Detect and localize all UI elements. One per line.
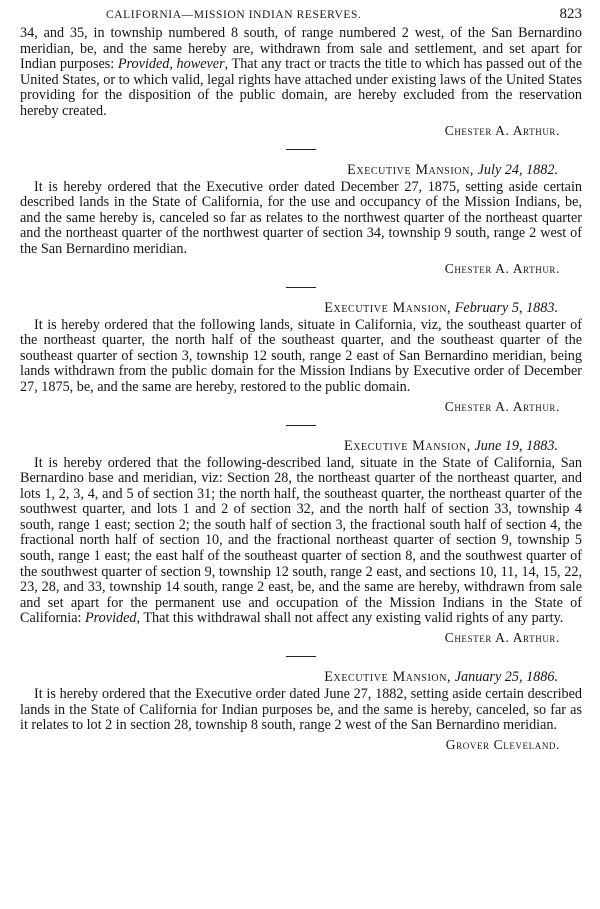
signature: Chester A. Arthur. <box>444 630 560 646</box>
order-body: It is hereby ordered that the following lands, situate in California, viz, the southeast quarter of the northeast quarter, the north half of the southeast quarter, and the southeast quarter of the southeast quarter of section 3, township 12 south, range 2 east of San Bernardino meridian, being lands withdrawn from the public domain for the Mission Indians by Executive order of December 27, 1875, be, and the same are hereby, restored to the public domain. <box>20 316 582 395</box>
continued-order-body <box>20 26 582 120</box>
dateline <box>20 669 582 685</box>
section-divider <box>286 287 316 288</box>
page-header <box>20 6 582 26</box>
dateline-date: January 25, 1886. <box>454 669 558 686</box>
dateline-date: February 5, 1883. <box>454 299 558 316</box>
dateline-mansion: Executive Mansion, <box>324 299 452 316</box>
dateline-date: July 24, 1882. <box>477 161 558 178</box>
running-head: CALIFORNIA—MISSION INDIAN RESERVES. <box>106 9 362 21</box>
continued-order-text: 34, and 35, in township numbered 8 south, of range numbered 2 west, of the San Bernardino meridian, be, and the same hereby are, withdrawn from sale and settlement, and set apart for Indian purposes: <box>20 25 582 73</box>
signature: Chester A. Arthur. <box>444 122 560 138</box>
order-body-text-end: That this withdrawal shall not affect any existing valid rights of any party. <box>140 610 564 627</box>
order-body: It is hereby ordered that the Executive order dated June 27, 1882, setting aside certain described lands in the State of California for Indian purposes be, and the same is hereby, canceled, so far as it relates to lot 2 in section 28, township 8 south, range 2 west of the San Bernardino meridian. <box>20 686 582 734</box>
section-divider <box>286 656 316 657</box>
dateline-mansion: Executive Mansion, <box>324 669 452 686</box>
section-divider <box>286 149 316 150</box>
dateline <box>20 438 582 454</box>
executive-order <box>20 669 582 753</box>
order-body: It is hereby ordered that the Executive order dated December 27, 1875, setting aside certain described lands in the State of California, for the use and occupancy of the Mission Indians, be, and the same hereby is, canceled so far as relates to the northwest quarter of the northeast quarter and the northeast quarter of the northwest quarter of section 34, township 9 south, range 2 west of the San Bernardino meridian. <box>20 178 582 257</box>
dateline-mansion: Executive Mansion, <box>343 437 471 454</box>
signature: Chester A. Arthur. <box>444 260 560 276</box>
dateline <box>20 162 582 178</box>
executive-order <box>20 162 582 277</box>
page-number: 823 <box>559 6 582 22</box>
executive-order <box>20 438 582 647</box>
continued-order-text-end: , That any tract or tracts the title to which has passed out of the United States, or to which valid, legal rights have attached under existing laws of the United States providing for the disposition of the public domain, are hereby excluded from the reservation hereby created. <box>20 56 582 119</box>
proviso-italic: Provided, <box>85 610 141 627</box>
dateline <box>20 300 582 316</box>
signature: Chester A. Arthur. <box>444 398 560 414</box>
dateline-date: June 19, 1883. <box>474 437 558 454</box>
proviso-italic: Provided, however <box>117 56 225 73</box>
dateline-mansion: Executive Mansion, <box>347 161 475 178</box>
executive-order <box>20 300 582 415</box>
continued-order <box>20 26 582 139</box>
document-page <box>20 6 582 753</box>
section-divider <box>286 425 316 426</box>
signature: Grover Cleveland. <box>445 736 560 752</box>
order-body-text: It is hereby ordered that the following-described land, situate in the State of California, San Bernardino base and meridian, viz: Section 28, the northeast quarter of the northeast quarter, and lots 1, 2, 3, 4, and 5 of section 31; the north half, the southeast quarter, the northeast quarter of the southwest quarter, and lots 1 and 2 of section 32, and the north half of section 33, township 4 south, range 1 east; section 2; the south half of section 3, the fractional south half of section 4, the fractional north half of section 10, and the fractional northeast quarter of section 9, township 5 south, range 1 east; the east half of the southeast quarter of section 8, and the southwest quarter of the southwest quarter of section 9, township 12 south, range 2 east, and sections 10, 11, 14, 15, 22, 23, 28, and 33, township 14 south, range 2 east, be, and the same are hereby, withdrawn from sale and set apart for the permanent use and occupation of the Mission Indians in the State of California: <box>20 454 582 627</box>
order-body <box>20 456 582 628</box>
